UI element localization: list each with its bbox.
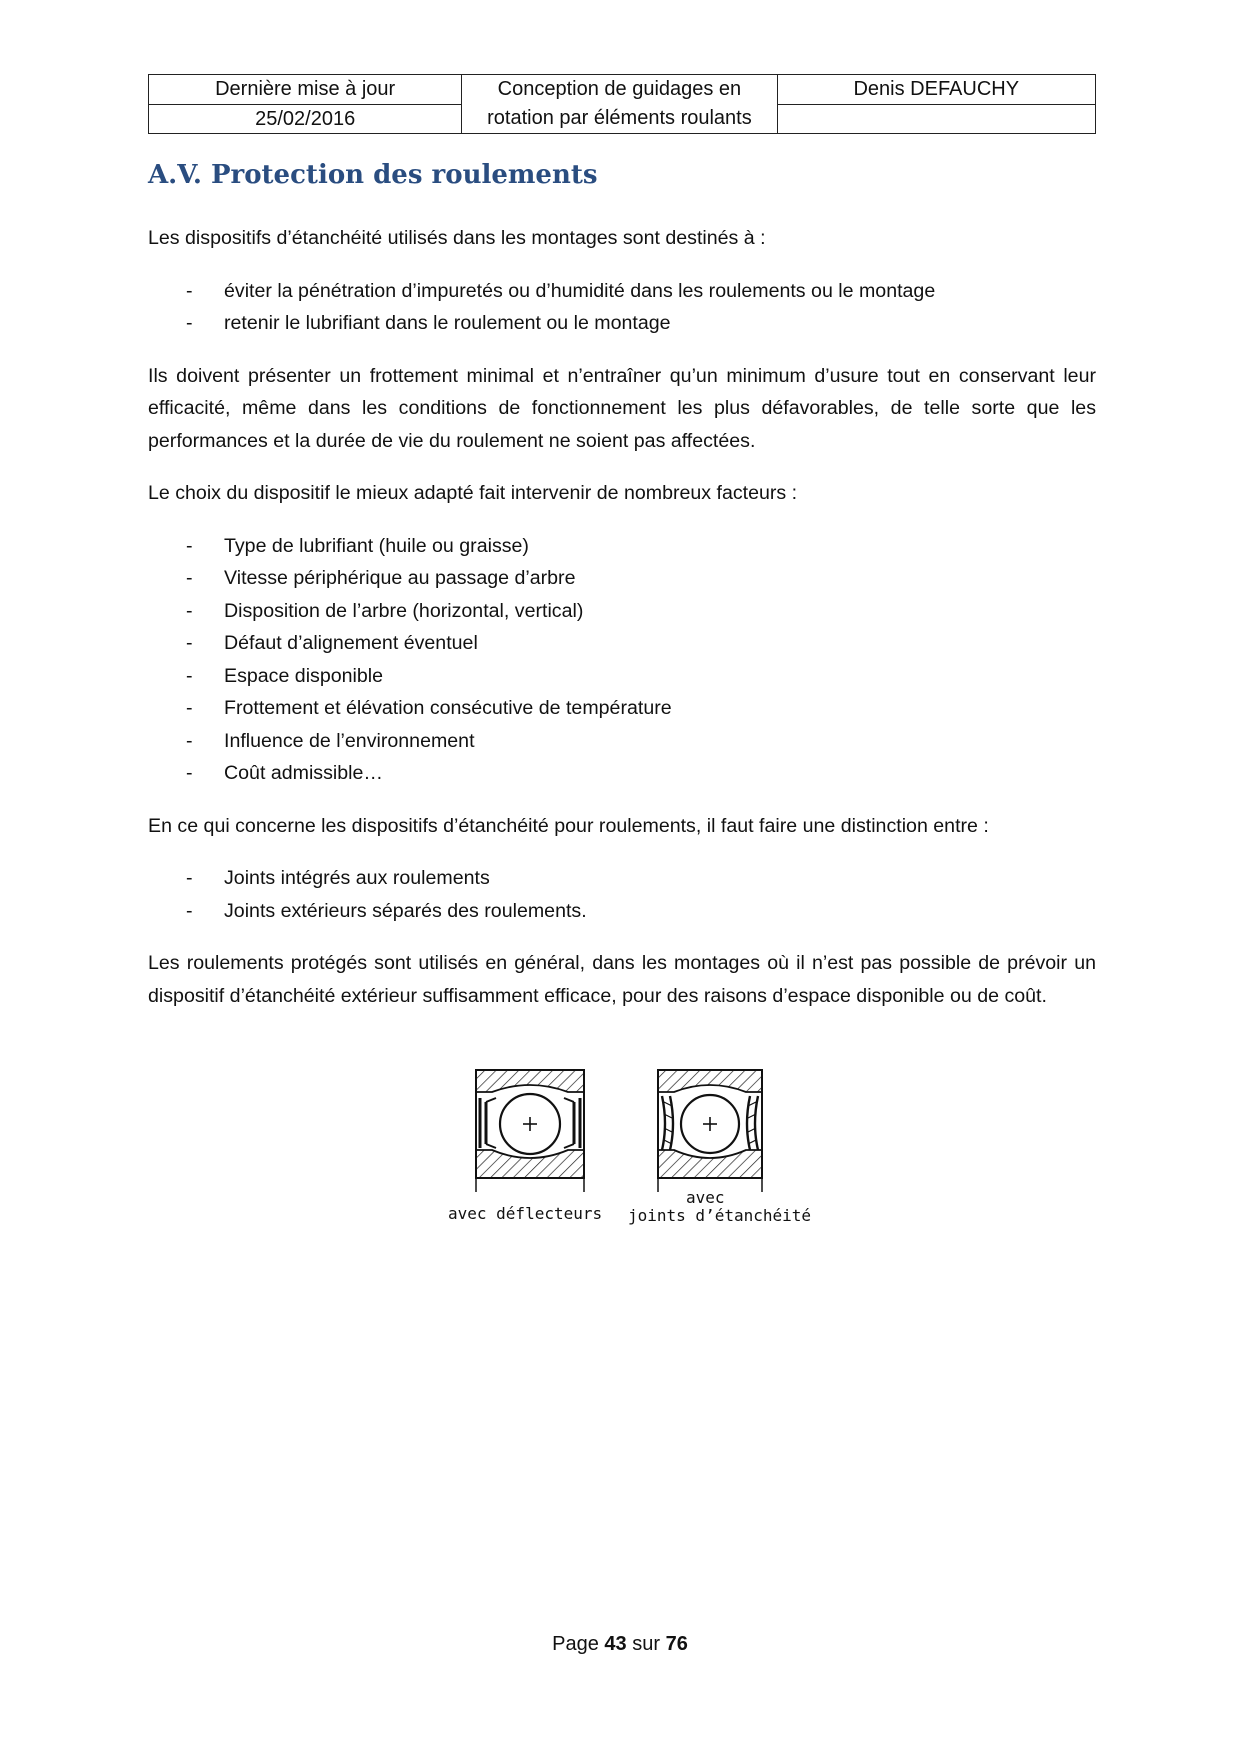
factor-list xyxy=(148,530,1096,790)
bullet-dash: - xyxy=(186,632,193,654)
requirements-paragraph: Ils doivent présenter un frottement minimal et n’entraîner qu’un minimum d’usure tout en conservant leur efficacité, même dans les conditions de fonctionnement les plus défavorables, de telle sorte que les performances et la durée de vie du roulement ne soient pas affectées. xyxy=(148,364,1096,452)
list-item: - Influence de l’environnement xyxy=(148,725,1096,758)
section-title: A.V. Protection des roulements xyxy=(148,160,598,190)
bullet-dash: - xyxy=(186,312,193,334)
page-number: 43 xyxy=(604,1633,627,1655)
caption-seals-line2: joints d’étanchéité xyxy=(628,1206,812,1225)
bearing-with-deflectors-drawing xyxy=(476,1070,584,1192)
list-item: - Coût admissible… xyxy=(148,757,1096,790)
course-title xyxy=(462,75,777,134)
conclusion-paragraph: Les roulements protégés sont utilisés en général, dans les montages où il n’est pas possible de prévoir un dispositif d’étanchéité extérieur suffisamment efficace, pour des raisons d’espace disponible ou de coût. xyxy=(148,952,1096,1007)
purpose-list xyxy=(148,275,1096,340)
intro-paragraph: Les dispositifs d’étanchéité utilisés dans les montages sont destinés à : xyxy=(148,227,766,249)
empty-cell xyxy=(777,104,1095,134)
author: Denis DEFAUCHY xyxy=(777,75,1095,105)
caption-deflectors: avec déflecteurs xyxy=(448,1204,603,1223)
bearing-with-seals-drawing xyxy=(658,1070,762,1192)
caption-seals-line1: avec xyxy=(686,1188,725,1207)
body-text xyxy=(148,222,1096,1032)
list-item: - retenir le lubrifiant dans le roulement ou le montage xyxy=(148,307,1096,340)
list-item: - Espace disponible xyxy=(148,660,1096,693)
list-item: - Vitesse périphérique au passage d’arbre xyxy=(148,562,1096,595)
bullet-dash: - xyxy=(186,899,193,922)
bullet-dash: - xyxy=(186,534,193,557)
bearing-figure xyxy=(440,1058,820,1238)
list-item: - Joints intégrés aux roulements xyxy=(148,862,1096,895)
header-table xyxy=(148,74,1096,134)
page-footer xyxy=(0,1633,1240,1656)
distinction-paragraph: En ce qui concerne les dispositifs d’étanchéité pour roulements, il faut faire une distinction entre : xyxy=(148,814,989,837)
bullet-dash: - xyxy=(186,279,193,302)
list-item: - Joints extérieurs séparés des roulements. xyxy=(148,895,1096,928)
update-label: Dernière mise à jour xyxy=(149,75,462,105)
of-word: sur xyxy=(632,1633,661,1655)
page-word: Page xyxy=(552,1633,599,1655)
update-date: 25/02/2016 xyxy=(149,104,462,134)
bullet-dash: - xyxy=(186,729,193,752)
bullet-dash: - xyxy=(186,567,193,589)
bullet-dash: - xyxy=(186,867,193,889)
bullet-dash: - xyxy=(186,762,193,784)
bullet-dash: - xyxy=(186,664,193,687)
list-item: - Défaut d’alignement éventuel xyxy=(148,627,1096,660)
seal-type-list xyxy=(148,862,1096,927)
list-item: - Type de lubrifiant (huile ou graisse) xyxy=(148,530,1096,563)
course-title-line2: rotation par éléments roulants xyxy=(487,107,752,129)
list-item: - Disposition de l’arbre (horizontal, vertical) xyxy=(148,595,1096,628)
list-item: - éviter la pénétration d’impuretés ou d’humidité dans les roulements ou le montage xyxy=(148,275,1096,308)
page-total: 76 xyxy=(665,1633,688,1655)
bullet-dash: - xyxy=(186,697,193,719)
list-item: - Frottement et élévation consécutive de température xyxy=(148,692,1096,725)
course-title-line1: Conception de guidages en xyxy=(497,78,742,100)
choice-intro-paragraph: Le choix du dispositif le mieux adapté fait intervenir de nombreux facteurs : xyxy=(148,482,798,504)
bullet-dash: - xyxy=(186,599,193,622)
